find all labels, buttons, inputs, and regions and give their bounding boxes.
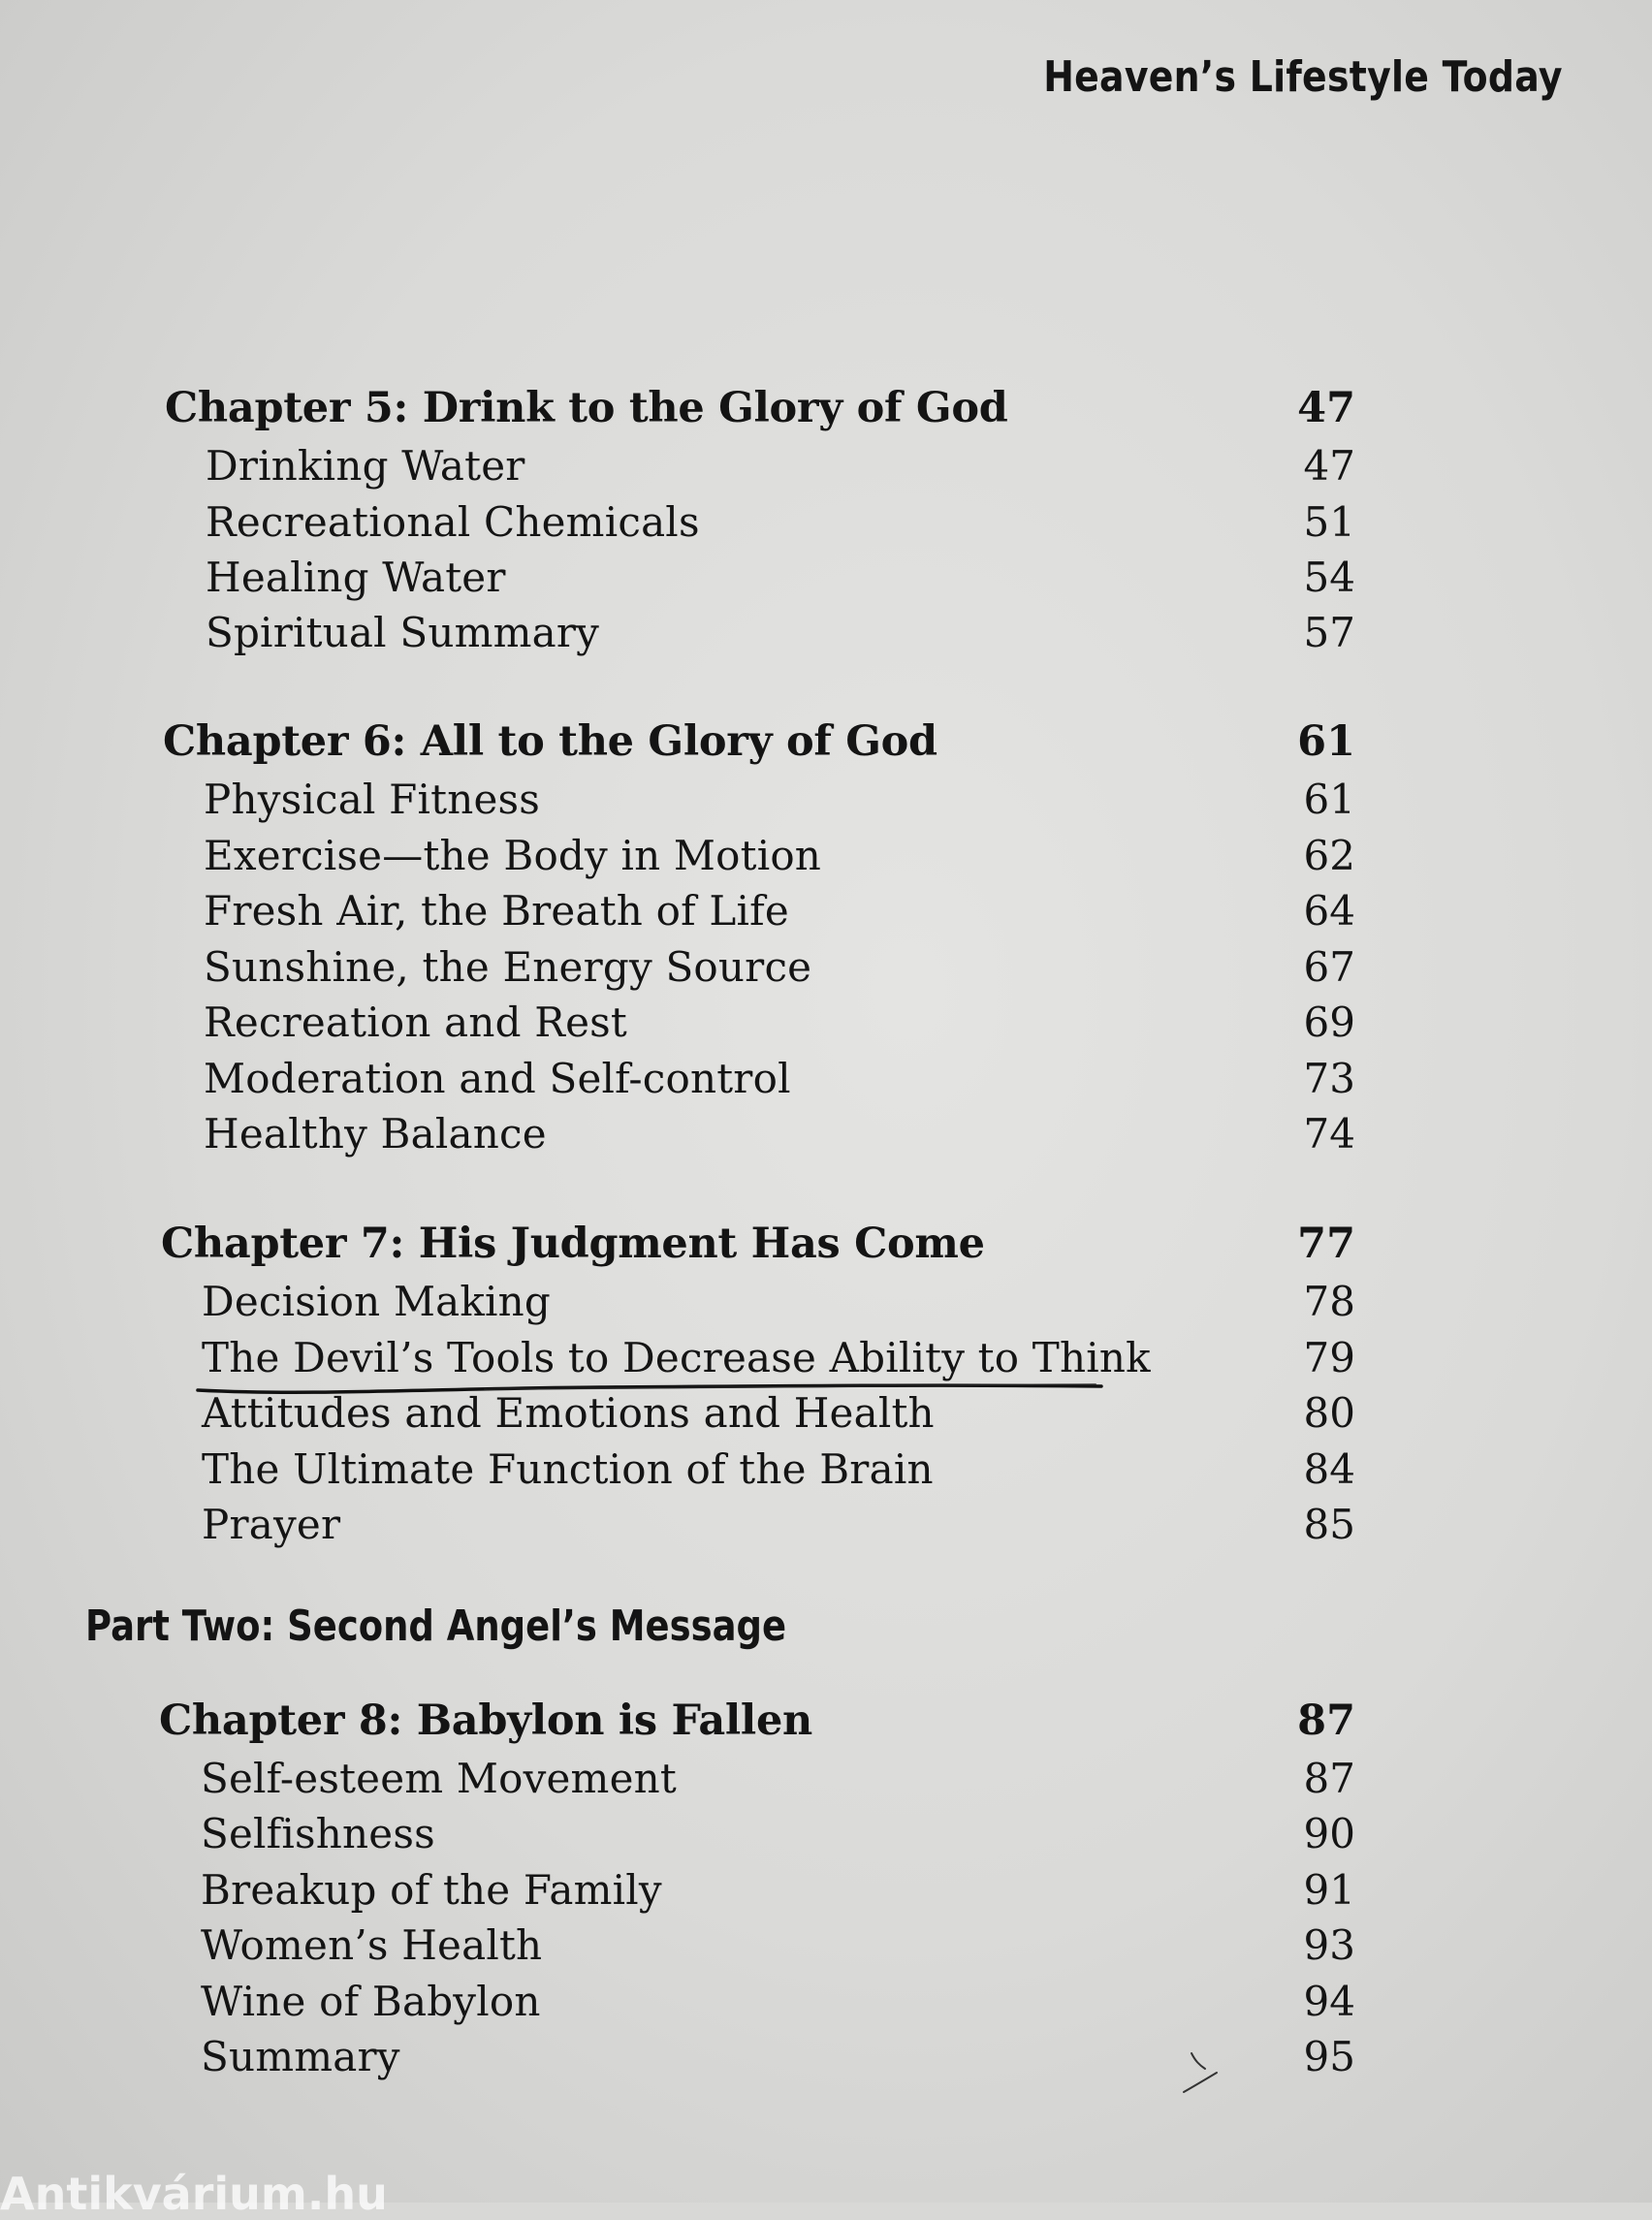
toc-entry [204,1110,1355,1164]
entry-title: Decision Making [202,1278,552,1325]
toc-entry [204,887,1355,941]
entry-page-number: 61 [1303,776,1355,823]
entry-page-number: 74 [1303,1110,1355,1158]
chapter-5-row [165,384,1355,438]
running-head: Heaven’s Lifestyle Today [1043,52,1563,102]
entry-title: Selfishness [201,1810,435,1857]
entry-page-number: 85 [1303,1501,1355,1548]
entry-page-number: 64 [1303,887,1355,935]
entry-page-number: 90 [1303,1810,1355,1857]
chapter-page-number: 61 [1297,717,1355,766]
entry-page-number: 87 [1303,1755,1355,1802]
chapter-page-number: 87 [1297,1697,1355,1745]
watermark: Antikvárium.hu [0,2168,388,2220]
chapter-page-number: 47 [1297,384,1355,432]
chapter-8-row [159,1697,1355,1751]
toc-entry [201,1810,1355,1864]
entry-page-number: 54 [1303,554,1355,601]
entry-title: Recreational Chemicals [206,498,700,546]
toc-entry [206,442,1355,496]
entry-page-number: 91 [1303,1866,1355,1914]
entry-title: Recreation and Rest [204,999,628,1046]
entry-page-number: 69 [1303,999,1355,1046]
entry-page-number: 84 [1303,1445,1355,1493]
entry-page-number: 67 [1303,943,1355,991]
chapter-title: Chapter 6: All to the Glory of God [163,717,937,766]
chapter-page-number: 77 [1297,1220,1355,1268]
entry-title: Summary [201,2033,400,2080]
chapter-6-row [163,717,1355,772]
entry-title: Physical Fitness [204,776,541,823]
chapter-title: Chapter 7: His Judgment Has Come [161,1220,985,1268]
entry-page-number: 79 [1303,1334,1355,1381]
entry-page-number: 47 [1303,442,1355,490]
entry-page-number: 78 [1303,1278,1355,1325]
entry-page-number: 57 [1303,609,1355,656]
chapter-title: Chapter 5: Drink to the Glory of God [165,384,1008,432]
entry-page-number: 95 [1303,2033,1355,2080]
part-heading: Part Two: Second Angel’s Message [85,1602,787,1651]
entry-title: Breakup of the Family [201,1866,662,1914]
entry-page-number: 80 [1303,1389,1355,1437]
toc-entry [201,1921,1355,1976]
entry-title: Self-esteem Movement [201,1755,677,1802]
entry-page-number: 93 [1303,1921,1355,1969]
entry-page-number: 73 [1303,1055,1355,1102]
toc-entry [206,609,1355,663]
toc-entry [206,498,1355,553]
handwritten-underline [194,1375,1105,1404]
entry-title: Prayer [202,1501,341,1548]
toc-entry [204,832,1355,886]
toc-entry [204,999,1355,1053]
entry-title: Fresh Air, the Breath of Life [204,887,789,935]
toc-entry [202,1445,1355,1500]
entry-title: Drinking Water [206,442,525,490]
entry-title: Spiritual Summary [206,609,600,656]
chapter-7-row [161,1220,1355,1274]
entry-title: The Ultimate Function of the Brain [202,1445,934,1493]
toc-entry [202,1501,1355,1555]
entry-page-number: 62 [1303,832,1355,879]
toc-entry [201,1866,1355,1920]
entry-title: Women’s Health [201,1921,543,1969]
toc-entry [204,1055,1355,1109]
chapter-title: Chapter 8: Babylon is Fallen [159,1697,812,1745]
toc-entry [204,776,1355,830]
entry-title: Sunshine, the Energy Source [204,943,812,991]
toc-entry [206,554,1355,608]
toc-entry [202,1278,1355,1332]
entry-title: Exercise—the Body in Motion [204,832,822,879]
entry-title: Moderation and Self-control [204,1055,791,1102]
entry-page-number: 51 [1303,498,1355,546]
entry-title: Attitudes and Emotions and Health [202,1389,935,1437]
entry-page-number: 94 [1303,1978,1355,2025]
entry-title: Healing Water [206,554,506,601]
entry-title: Wine of Babylon [201,1978,541,2025]
entry-title: The Devil’s Tools to Decrease Ability to Think [202,1334,1151,1381]
toc-entry [204,943,1355,998]
toc-entry [201,1755,1355,1809]
entry-title: Healthy Balance [204,1110,547,1158]
toc-entry [201,1978,1355,2032]
pencil-mark-icon [1178,2044,1236,2102]
